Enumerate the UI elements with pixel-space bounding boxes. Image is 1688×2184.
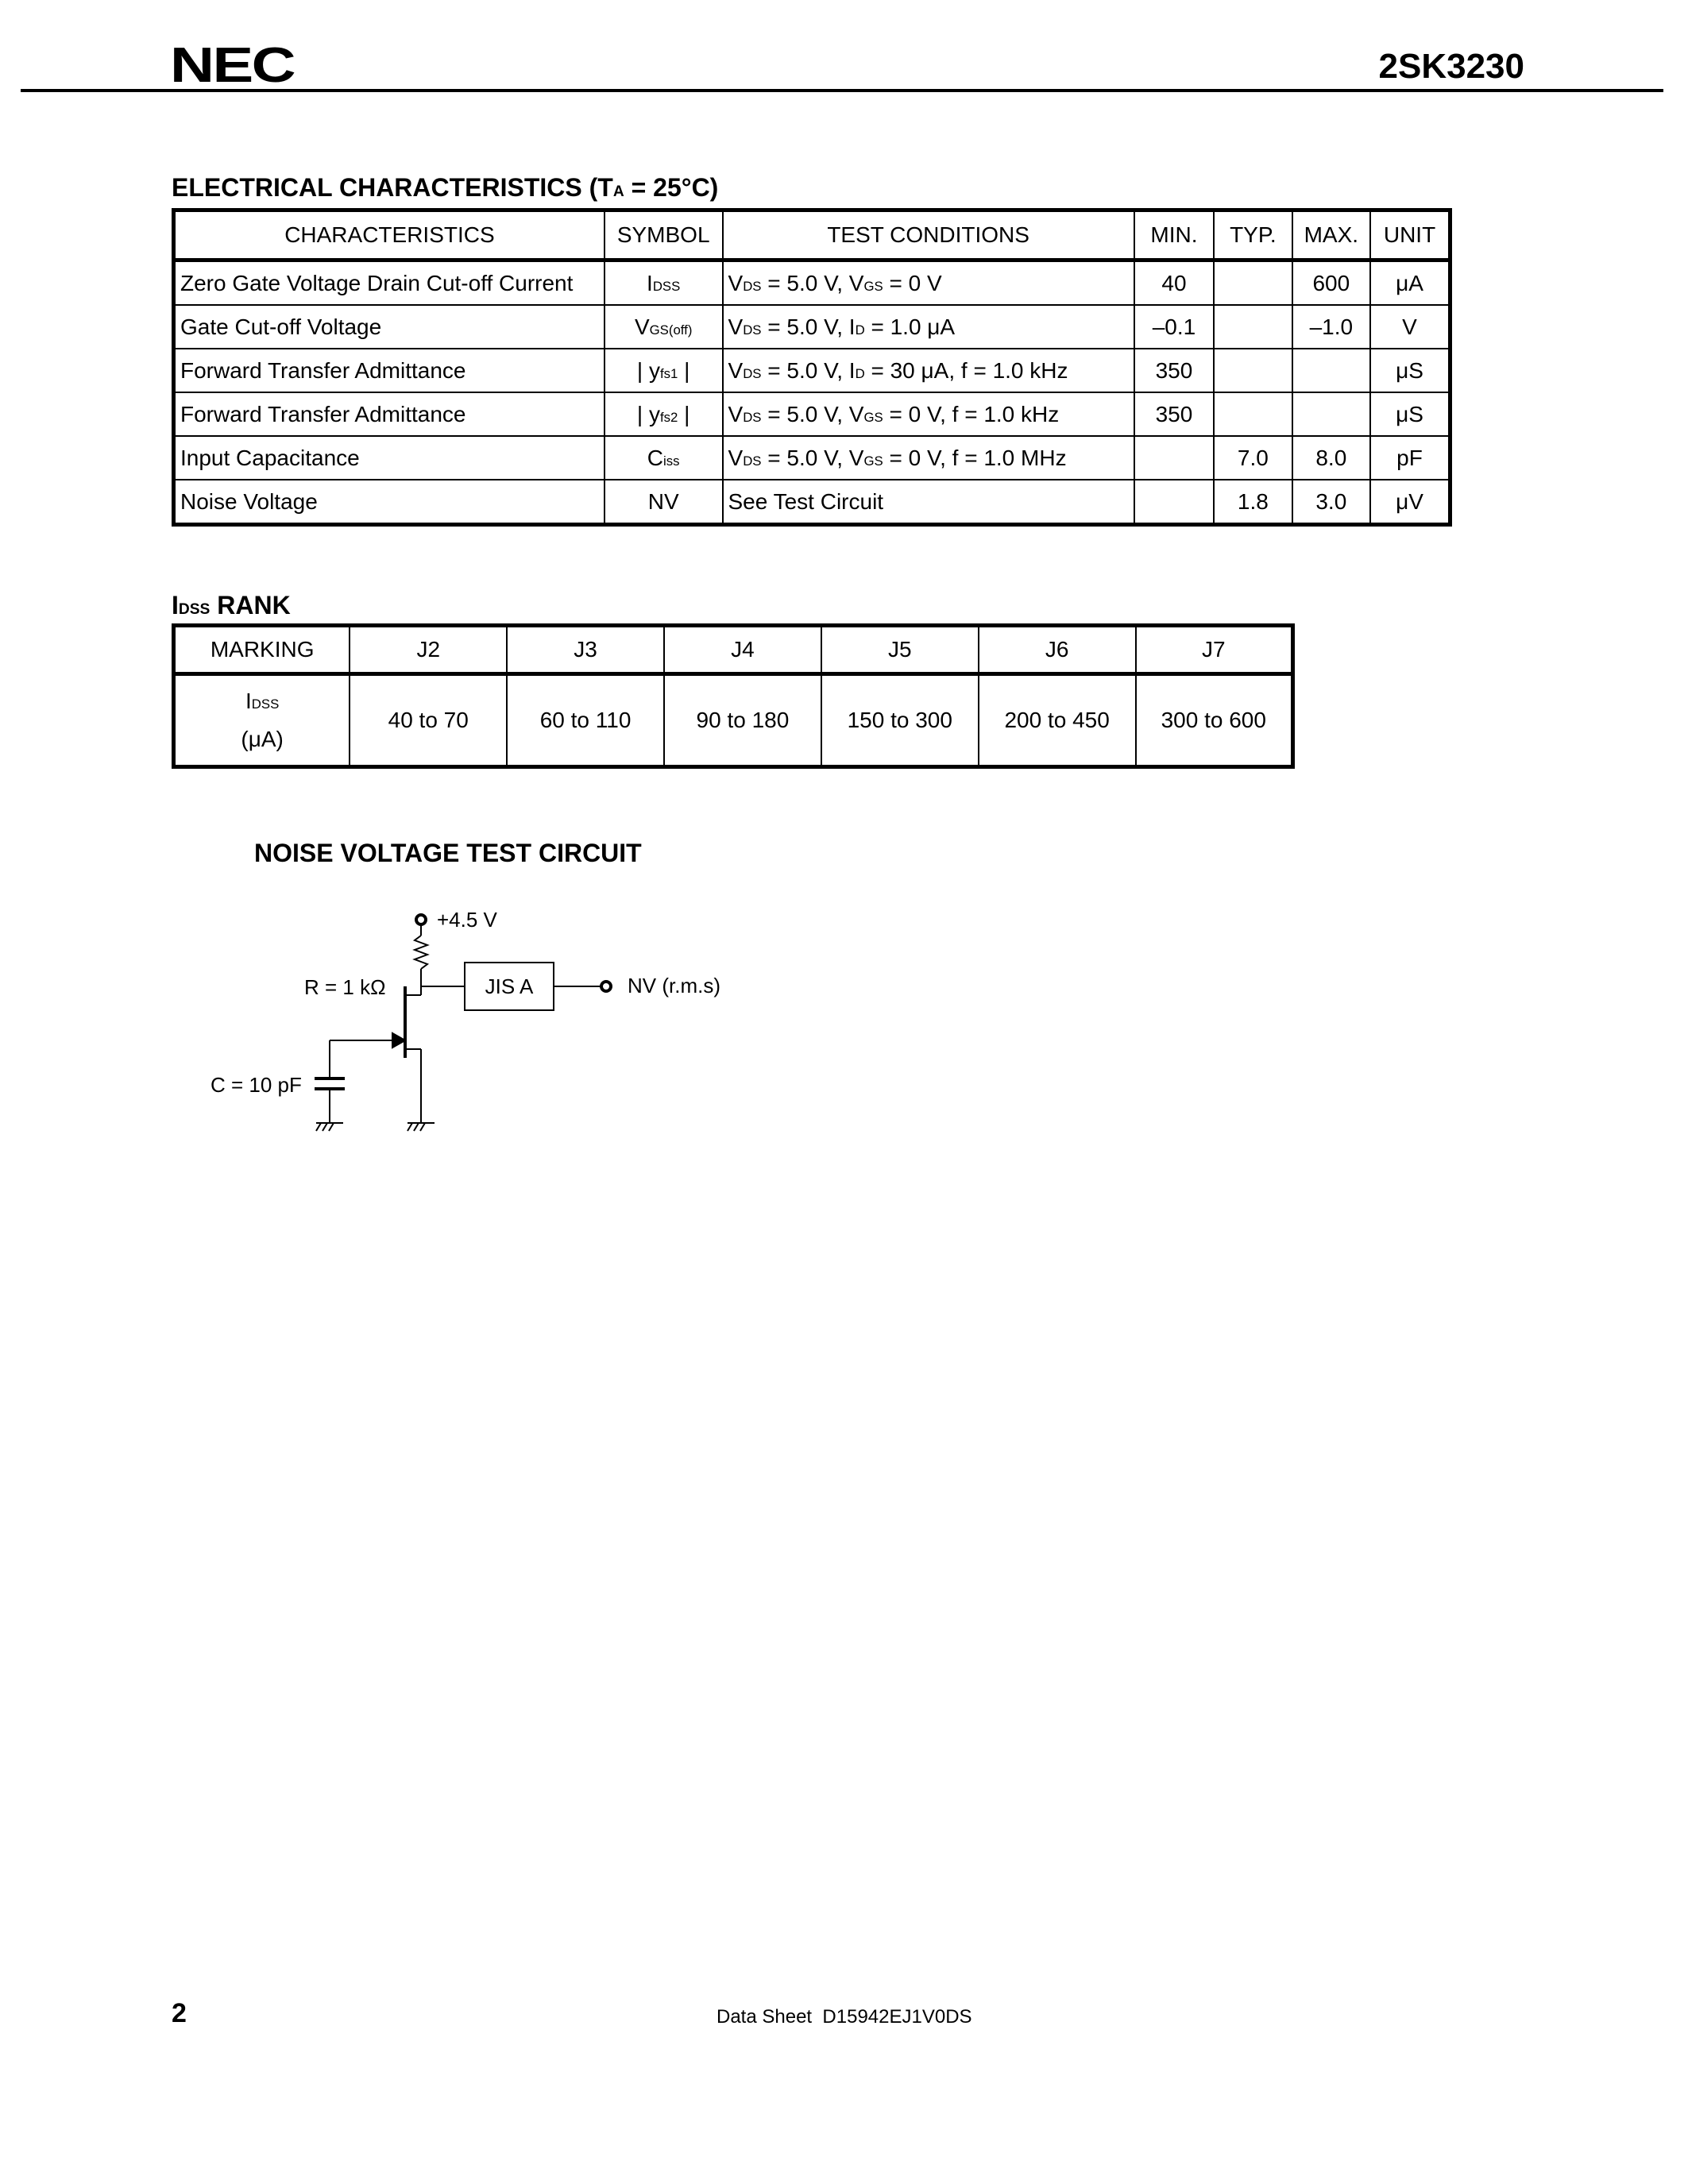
table-header-row	[174, 210, 1450, 260]
marking-j7: J7	[1136, 626, 1293, 674]
idss-row-label: IDSS (μA)	[174, 674, 350, 767]
max-cell: 600	[1292, 260, 1370, 306]
range-cell: 60 to 110	[507, 674, 664, 767]
max-cell: 3.0	[1292, 480, 1370, 525]
symbol-cell: Ciss	[605, 436, 723, 480]
unit-cell: μA	[1370, 260, 1450, 306]
resistor-label: R = 1 kΩ	[304, 975, 386, 999]
marking-header: MARKING	[174, 626, 350, 674]
col-header-unit: UNIT	[1370, 210, 1450, 260]
meter-label: JIS A	[485, 974, 534, 998]
header-rule	[21, 89, 1663, 92]
electrical-characteristics-table	[172, 208, 1452, 527]
min-cell	[1134, 480, 1214, 525]
table-row	[174, 674, 1293, 767]
unit-cell: pF	[1370, 436, 1450, 480]
table-row	[174, 392, 1450, 436]
typ-cell	[1214, 349, 1292, 392]
marking-j2: J2	[350, 626, 507, 674]
characteristic-cell: Gate Cut-off Voltage	[174, 305, 605, 349]
characteristic-cell: Forward Transfer Admittance	[174, 392, 605, 436]
col-header-max: MAX.	[1292, 210, 1370, 260]
table-header-row	[174, 626, 1293, 674]
test-conditions-cell: VDS = 5.0 V, VGS = 0 V, f = 1.0 kHz	[723, 392, 1134, 436]
nec-logo: NEC	[170, 38, 295, 93]
gate-arrow	[392, 1033, 405, 1048]
marking-j3: J3	[507, 626, 664, 674]
symbol-cell: IDSS	[605, 260, 723, 306]
electrical-characteristics-title: ELECTRICAL CHARACTERISTICS (TA = 25°C)	[172, 173, 719, 202]
min-cell	[1134, 436, 1214, 480]
noise-test-circuit-diagram	[191, 897, 763, 1160]
unit-cell: V	[1370, 305, 1450, 349]
supply-label: +4.5 V	[437, 908, 497, 932]
min-cell: 40	[1134, 260, 1214, 306]
min-cell: 350	[1134, 392, 1214, 436]
range-cell: 300 to 600	[1136, 674, 1293, 767]
min-cell: 350	[1134, 349, 1214, 392]
max-cell: –1.0	[1292, 305, 1370, 349]
col-header-min: MIN.	[1134, 210, 1214, 260]
test-conditions-cell: See Test Circuit	[723, 480, 1134, 525]
range-cell: 150 to 300	[821, 674, 979, 767]
test-conditions-cell: VDS = 5.0 V, ID = 1.0 μA	[723, 305, 1134, 349]
marking-j5: J5	[821, 626, 979, 674]
max-cell	[1292, 349, 1370, 392]
circuit-title: NOISE VOLTAGE TEST CIRCUIT	[254, 839, 642, 867]
output-label: NV (r.m.s)	[628, 974, 720, 997]
table-row	[174, 436, 1450, 480]
marking-j6: J6	[979, 626, 1136, 674]
test-conditions-cell: VDS = 5.0 V, VGS = 0 V	[723, 260, 1134, 306]
min-cell: –0.1	[1134, 305, 1214, 349]
col-header-typ: TYP.	[1214, 210, 1292, 260]
table-row	[174, 305, 1450, 349]
characteristic-cell: Forward Transfer Admittance	[174, 349, 605, 392]
characteristic-cell: Noise Voltage	[174, 480, 605, 525]
part-number: 2SK3230	[1378, 47, 1524, 86]
datasheet-footer-label: Data Sheet D15942EJ1V0DS	[717, 2006, 972, 2028]
max-cell	[1292, 392, 1370, 436]
idss-rank-title: IDSS RANK	[172, 591, 291, 619]
symbol-cell: | yfs1 |	[605, 349, 723, 392]
range-cell: 40 to 70	[350, 674, 507, 767]
col-header-test-conditions: TEST CONDITIONS	[723, 210, 1134, 260]
unit-cell: μV	[1370, 480, 1450, 525]
typ-cell	[1214, 392, 1292, 436]
table-row	[174, 260, 1450, 306]
range-cell: 90 to 180	[664, 674, 821, 767]
characteristic-cell: Zero Gate Voltage Drain Cut-off Current	[174, 260, 605, 306]
typ-cell: 7.0	[1214, 436, 1292, 480]
output-terminal	[601, 982, 611, 991]
table-row	[174, 349, 1450, 392]
unit-cell: μS	[1370, 392, 1450, 436]
typ-cell: 1.8	[1214, 480, 1292, 525]
table-row	[174, 480, 1450, 525]
test-conditions-cell: VDS = 5.0 V, VGS = 0 V, f = 1.0 MHz	[723, 436, 1134, 480]
typ-cell	[1214, 305, 1292, 349]
typ-cell	[1214, 260, 1292, 306]
page-number: 2	[172, 1998, 187, 2028]
range-cell: 200 to 450	[979, 674, 1136, 767]
idss-rank-table	[172, 623, 1295, 769]
col-header-characteristics: CHARACTERISTICS	[174, 210, 605, 260]
symbol-cell: | yfs2 |	[605, 392, 723, 436]
symbol-cell: VGS(off)	[605, 305, 723, 349]
unit-cell: μS	[1370, 349, 1450, 392]
capacitor-label: C = 10 pF	[211, 1073, 302, 1097]
symbol-cell: NV	[605, 480, 723, 525]
col-header-symbol: SYMBOL	[605, 210, 723, 260]
resistor-symbol	[415, 936, 427, 969]
supply-terminal	[416, 915, 426, 924]
characteristic-cell: Input Capacitance	[174, 436, 605, 480]
max-cell: 8.0	[1292, 436, 1370, 480]
test-conditions-cell: VDS = 5.0 V, ID = 30 μA, f = 1.0 kHz	[723, 349, 1134, 392]
marking-j4: J4	[664, 626, 821, 674]
